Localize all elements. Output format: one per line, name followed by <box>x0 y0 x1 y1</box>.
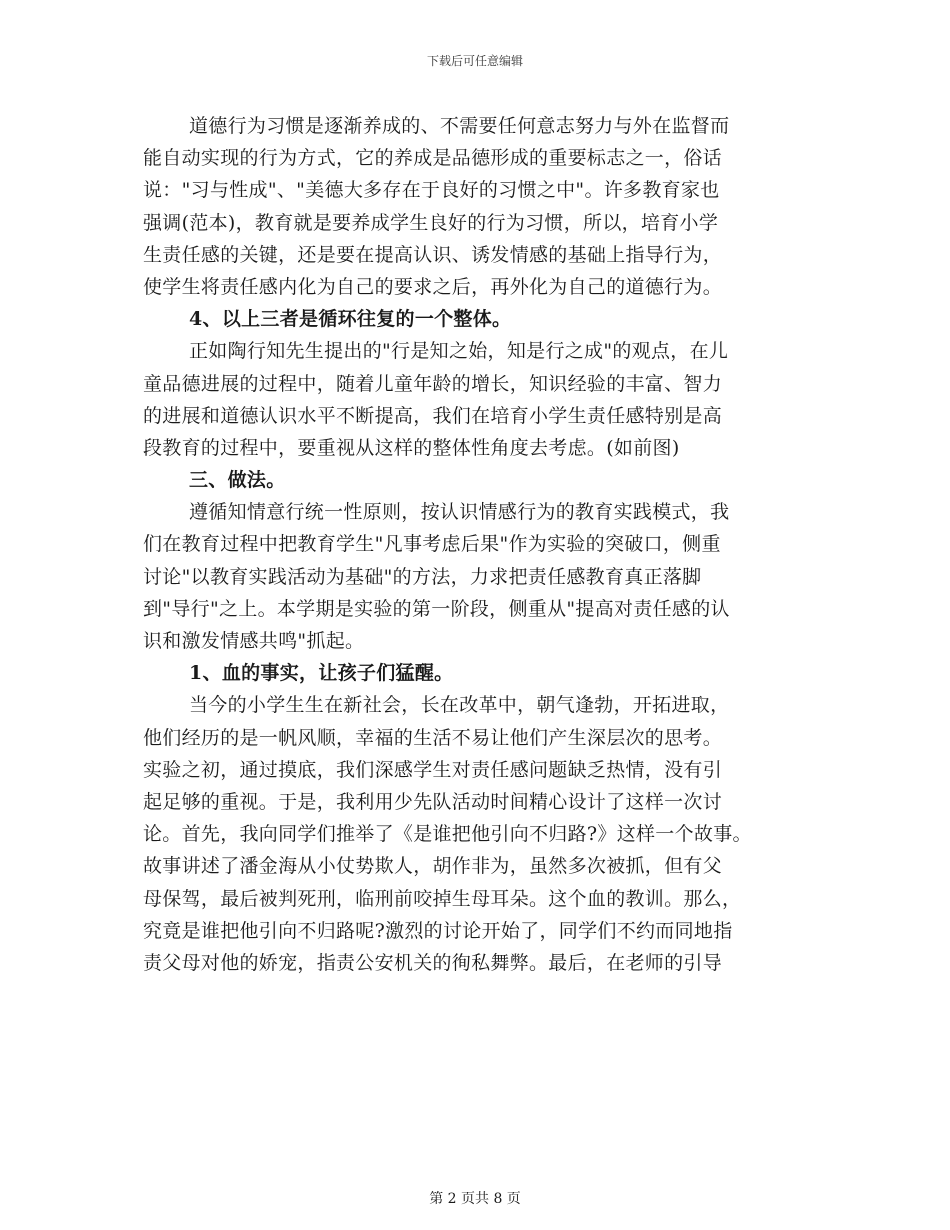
text-line: 段教育的过程中，要重视从这样的整体性角度去考虑。(如前图) <box>143 436 680 459</box>
text-line: 正如陶行知先生提出的"行是知之始，知是行之成"的观点，在儿 <box>189 340 729 363</box>
text-line: 能自动实现的行为方式，它的养成是品德形成的重要标志之一，俗话 <box>143 147 723 170</box>
text-line: 母保驾，最后被判死刑，临刑前咬掉生母耳朵。这个血的教训。那么， <box>143 887 742 910</box>
text-line: 起足够的重视。于是，我利用少先队活动时间精心设计了这样一次讨 <box>143 790 723 813</box>
section-heading: 三、做法。 <box>189 469 286 492</box>
text-line: 识和激发情感共鸣"抓起。 <box>143 630 365 652</box>
section-heading: 1、血的事实，让孩子们猛醒。 <box>189 662 454 685</box>
text-line: 强调(范本)，教育就是要养成学生良好的行为习惯，所以，培育小学 <box>143 211 719 234</box>
text-line: 究竟是谁把他引向不归路呢?激烈的讨论开始了，同学们不约而同地指 <box>143 919 733 942</box>
text-line: 童品德进展的过程中，随着儿童年龄的增长，知识经验的丰富、智力 <box>143 372 723 395</box>
text-line: 到"导行"之上。本学期是实验的第一阶段，侧重从"提高对责任感的认 <box>143 597 730 620</box>
text-line: 论。首先，我向同学们推举了《是谁把他引向不归路?》这样一个故事。 <box>143 823 752 846</box>
text-line: 遵循知情意行统一性原则，按认识情感行为的教育实践模式，我 <box>189 501 730 524</box>
document-body <box>143 110 813 979</box>
section-heading: 4、以上三者是循环往复的一个整体。 <box>189 308 512 331</box>
page-number-footer: 第 2 页共 8 页 <box>429 1191 521 1207</box>
text-line: 们在教育过程中把教育学生"凡事考虑后果"作为实验的突破口，侧重 <box>143 533 721 556</box>
text-line: 他们经历的是一帆风顺，幸福的生活不易让他们产生深层次的思考。 <box>143 726 723 749</box>
text-line: 讨论"以教育实践活动为基础"的方法，力求把责任感教育真正落脚 <box>143 565 702 588</box>
text-line: 实验之初，通过摸底，我们深感学生对责任感问题缺乏热情，没有引 <box>143 758 723 781</box>
text-line: 故事讲述了潘金海从小仗势欺人，胡作非为，虽然多次被抓，但有父 <box>143 855 723 878</box>
text-line: 生责任感的关键，还是要在提高认识、诱发情感的基础上指导行为， <box>143 243 723 266</box>
text-line: 的进展和道德认识水平不断提高，我们在培育小学生责任感特别是高 <box>143 404 723 427</box>
page-header: 下载后可任意编辑 <box>426 54 523 68</box>
text-line: 当今的小学生生在新社会，长在改革中，朝气逢勃，开拓进取， <box>189 694 730 717</box>
text-line: 道德行为习惯是逐渐养成的、不需要任何意志努力与外在监督而 <box>189 115 730 137</box>
text-line: 说："习与性成"、"美德大多存在于良好的习惯之中"。许多教育家也 <box>143 179 720 202</box>
text-line: 责父母对他的娇宠，指责公安机关的徇私舞弊。最后，在老师的引导 <box>143 951 723 974</box>
text-line: 使学生将责任感内化为自己的要求之后，再外化为自己的道德行为。 <box>143 275 723 298</box>
